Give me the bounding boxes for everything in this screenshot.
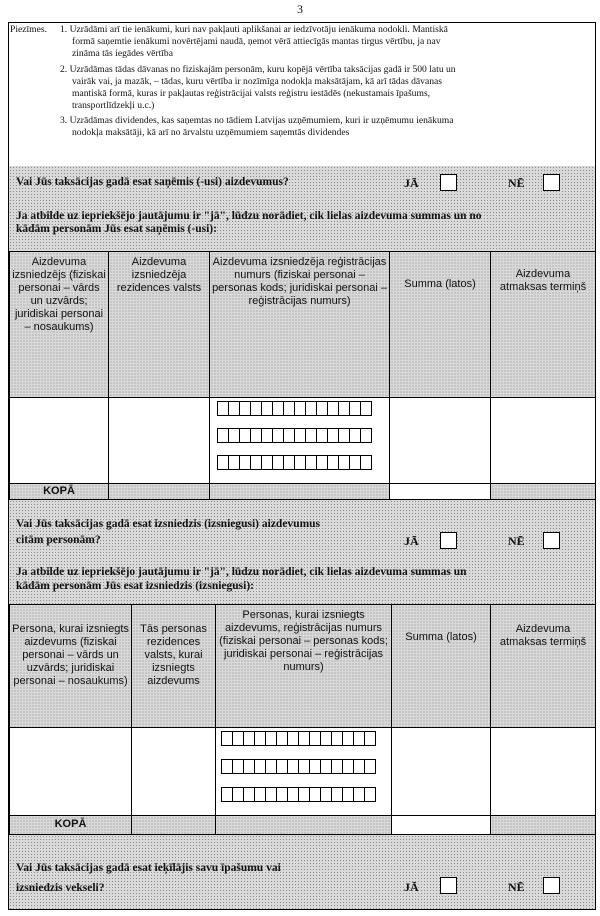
s2-regnum-grid-2[interactable] (221, 759, 387, 774)
s2-residence-input[interactable] (132, 728, 216, 816)
section1-yes-label: JĀ (404, 176, 419, 190)
s2-total-sum[interactable] (392, 816, 491, 835)
section2-loans-issued-table (9, 604, 596, 835)
section2-no-checkbox[interactable] (543, 532, 560, 549)
s1-header-sum: Summa (latos) (390, 252, 491, 398)
section1-loans-received-table (9, 251, 596, 500)
s2-total-label: KOPĀ (10, 816, 132, 835)
section1-yes-checkbox[interactable] (440, 174, 457, 191)
s1-term-input[interactable] (491, 398, 596, 484)
s2-term-input[interactable] (491, 728, 596, 816)
s1-regnum-grid-3[interactable] (217, 455, 383, 470)
s1-header-residence: Aizdevuma izsniedzēja rezidences valsts (109, 252, 210, 398)
page-number: 3 (297, 2, 303, 16)
s1-sum-input[interactable] (390, 398, 491, 484)
note-2-line-3: mantiskā formā, kuras ir pakļautas reģistrācijai valsts reģistru iestādēs (nekustamais īpašums, (72, 88, 431, 99)
section1-instruction-line-1: Ja atbilde uz iepriekšējo jautājumu ir "jā", lūdzu norādiet, cik lielas aizdevuma summas un no (16, 210, 482, 222)
s1-total-sum[interactable] (390, 484, 491, 500)
section3-no-label: NĒ (508, 880, 525, 894)
s1-header-lender: Aizdevuma izsniedzējs (fiziskai personai – vārds un uzvārds; juridiskai personai – nosaukums) (10, 252, 109, 398)
s1-header-term: Aizdevuma atmaksas termiņš (491, 252, 596, 398)
s2-header-residence: Tās personas rezidences valsts, kurai izsniegts aizdevums (132, 605, 216, 728)
section2-yes-label: JĀ (404, 534, 419, 548)
section2-yes-checkbox[interactable] (440, 532, 457, 549)
s2-borrower-input[interactable] (10, 728, 132, 816)
s1-residence-input[interactable] (109, 398, 210, 484)
s1-regnum-cell (210, 398, 390, 484)
section2-question-line-2: citām personām? (16, 534, 101, 546)
section2-instruction-line-2: kādām personām Jūs esat izsniedzis (izsniegusi): (16, 580, 254, 592)
section2-no-label: NĒ (508, 534, 525, 548)
note-1-line-3: zināma tās iegādes vērtība (72, 48, 173, 59)
s2-header-regnum: Personas, kurai izsniegts aizdevums, reģistrācijas numurs (fiziskai personai – personas kods; juridiskai personai – reģistrācijas numurs) (216, 605, 392, 728)
section3-no-checkbox[interactable] (543, 877, 560, 894)
section3-yes-checkbox[interactable] (440, 877, 457, 894)
s1-regnum-grid-2[interactable] (217, 428, 383, 443)
s2-regnum-grid-1[interactable] (221, 731, 387, 746)
s1-regnum-grid-1[interactable] (217, 401, 383, 416)
section2-instruction-line-1: Ja atbilde uz iepriekšējo jautājumu ir "jā", lūdzu norādiet, cik lielas aizdevuma summas un (16, 566, 467, 578)
note-1-line-2: formā saņemtie ienākumi novērtējami naudā, ņemot vērā attiecīgās mantas tirgus vērtību, ja nav (72, 36, 441, 47)
section1-no-checkbox[interactable] (543, 174, 560, 191)
s2-regnum-cell (216, 728, 392, 816)
section2-question-line-1: Vai Jūs taksācijas gadā esat izsniedzis (izsniegusi) aizdevumus (16, 518, 321, 530)
section3-question-line-1: Vai Jūs taksācijas gadā esat ieķīlājis savu īpašumu vai (16, 862, 281, 874)
note-2-line-4: transportlīdzekļi u.c.) (72, 100, 155, 111)
section3-yes-label: JĀ (404, 880, 419, 894)
notes-label: Piezīmes. (10, 24, 48, 35)
s1-lender-input[interactable] (10, 398, 109, 484)
note-2-line-2: vairāk vai, ja mazāk, – tādas, kuru vērtība ir nozīmīga nodokļa maksātājam, kā arī tādas dāvanas (72, 76, 443, 87)
section1-instruction-line-2: kādām personām Jūs esat saņēmis (-usi): (16, 223, 217, 235)
s1-total-label: KOPĀ (10, 484, 109, 500)
s1-header-regnum: Aizdevuma izsniedzēja reģistrācijas numurs (fiziskai personai – personas kods; juridiskai personai – reģistrācijas numurs) (210, 252, 390, 398)
s2-header-sum: Summa (latos) (392, 605, 491, 728)
note-3-line-2: nodokļa maksātāji, kā arī no ārvalstu uzņēmumiem saņemtās dividendes (72, 127, 350, 138)
note-2-line-1: 2. Uzrādāmas tādas dāvanas no fiziskajām personām, kuru kopējā vērtība taksācijas gadā ir 500 latu un (60, 64, 456, 75)
s2-header-term: Aizdevuma atmaksas termiņš (491, 605, 596, 728)
section1-question: Vai Jūs taksācijas gadā esat saņēmis (-usi) aizdevumus? (16, 176, 289, 188)
note-1-line-1: 1. Uzrādāmi arī tie ienākumi, kuri nav pakļauti aplikšanai ar iedzīvotāju ienākuma nodokli. Mantiskā (60, 24, 448, 35)
s2-regnum-grid-3[interactable] (221, 787, 387, 802)
s2-header-borrower: Persona, kurai izsniegts aizdevums (fiziskai personai – vārds un uzvārds; juridiskai personai – nosaukums) (10, 605, 132, 728)
note-3-line-1: 3. Uzrādāmas dividendes, kas saņemtas no tādiem Latvijas uzņēmumiem, kuri ir uzņēmumu ienākuma (60, 115, 454, 126)
s2-sum-input[interactable] (392, 728, 491, 816)
section1-no-label: NĒ (508, 176, 525, 190)
section3-question-line-2: izsniedzis vekseli? (16, 882, 105, 894)
